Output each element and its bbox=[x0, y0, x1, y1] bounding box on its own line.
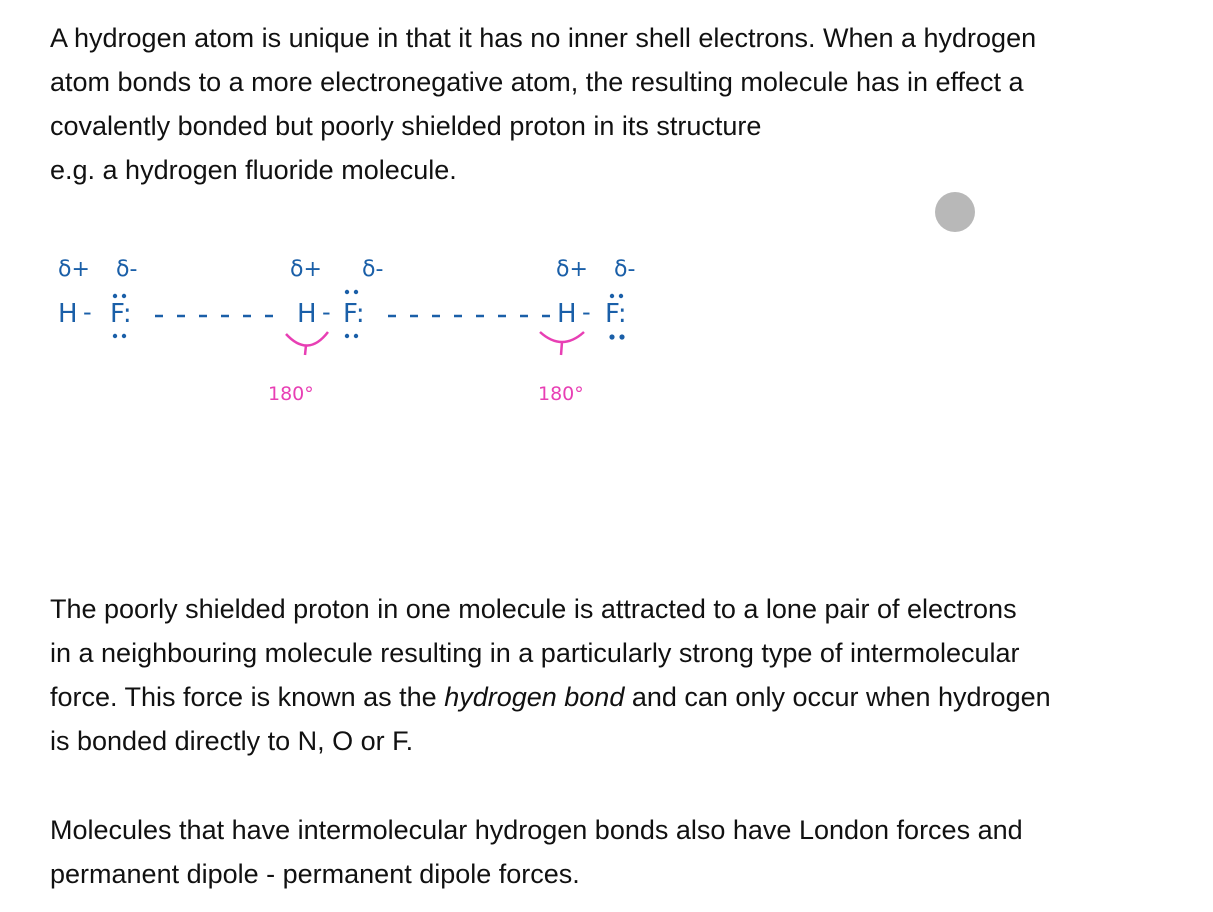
lone-pair-dot bbox=[113, 294, 117, 298]
intro-line: covalently bonded but poorly shielded proton in its structure bbox=[50, 111, 762, 141]
covalent-bond: - bbox=[582, 298, 591, 326]
bond-angle-label: 180° bbox=[538, 383, 584, 405]
bond-angle-label: 180° bbox=[268, 383, 314, 405]
delta-plus-label: δ+ bbox=[58, 257, 90, 282]
covalent-bond: - bbox=[83, 298, 92, 326]
lone-pair-dot bbox=[354, 290, 358, 294]
hydrogen-bond-paragraph bbox=[50, 587, 1200, 763]
london-line: Molecules that have intermolecular hydrogen bonds also have London forces and bbox=[50, 815, 1023, 845]
fluorine-atom: F: bbox=[110, 299, 132, 329]
hydrogen-atom: H bbox=[297, 299, 317, 329]
delta-minus-label: δ- bbox=[116, 257, 138, 282]
hbond-line: The poorly shielded proton in one molecule is attracted to a lone pair of electrons bbox=[50, 594, 1017, 624]
lone-pair-dot bbox=[345, 334, 349, 338]
delta-plus-label: δ+ bbox=[290, 257, 322, 282]
fluorine-atom: F: bbox=[605, 299, 627, 329]
delta-minus-label: δ- bbox=[362, 257, 384, 282]
intro-paragraph bbox=[50, 16, 1200, 192]
hydrogen-atom: H bbox=[557, 299, 577, 329]
bond-angle-tick bbox=[561, 342, 562, 355]
hbond-text: force. This force is known as the bbox=[50, 682, 445, 712]
lone-pair-dot bbox=[122, 334, 126, 338]
intro-line: e.g. a hydrogen fluoride molecule. bbox=[50, 155, 457, 185]
hf-molecule-3 bbox=[538, 257, 635, 405]
laser-pointer-dot bbox=[935, 192, 975, 232]
hf-molecule-2 bbox=[268, 257, 383, 405]
hydrogen-atom: H bbox=[58, 299, 78, 329]
fluorine-atom: F: bbox=[343, 299, 365, 329]
lone-pair-dot bbox=[619, 334, 624, 339]
delta-plus-label: δ+ bbox=[556, 257, 588, 282]
covalent-bond: - bbox=[322, 298, 331, 326]
hydrogen-bond-term: hydrogen bond bbox=[444, 682, 625, 712]
lone-pair-dot bbox=[113, 334, 117, 338]
lone-pair-dot bbox=[609, 334, 614, 339]
bond-angle-arc bbox=[286, 332, 328, 346]
hf-molecule-1 bbox=[58, 257, 137, 338]
lone-pair-dot bbox=[619, 294, 623, 298]
lone-pair-dot bbox=[354, 334, 358, 338]
london-line: permanent dipole - permanent dipole forces. bbox=[50, 859, 580, 889]
hbond-line: is bonded directly to N, O or F. bbox=[50, 726, 414, 756]
hbond-line bbox=[50, 675, 1200, 719]
lone-pair-dot bbox=[345, 290, 349, 294]
hf-hydrogen-bond-diagram bbox=[0, 240, 700, 420]
hbond-text: and can only occur when hydrogen bbox=[624, 682, 1051, 712]
lone-pair-dot bbox=[610, 294, 614, 298]
delta-minus-label: δ- bbox=[614, 257, 636, 282]
intro-line: atom bonds to a more electronegative atom, the resulting molecule has in effect a bbox=[50, 67, 1024, 97]
bond-angle-tick bbox=[305, 345, 306, 355]
lone-pair-dot bbox=[122, 294, 126, 298]
london-forces-paragraph bbox=[50, 808, 1200, 896]
hbond-line: in a neighbouring molecule resulting in a particularly strong type of intermolecular bbox=[50, 638, 1020, 668]
bond-angle-arc bbox=[540, 332, 584, 342]
intro-line: A hydrogen atom is unique in that it has no inner shell electrons. When a hydrogen bbox=[50, 23, 1037, 53]
